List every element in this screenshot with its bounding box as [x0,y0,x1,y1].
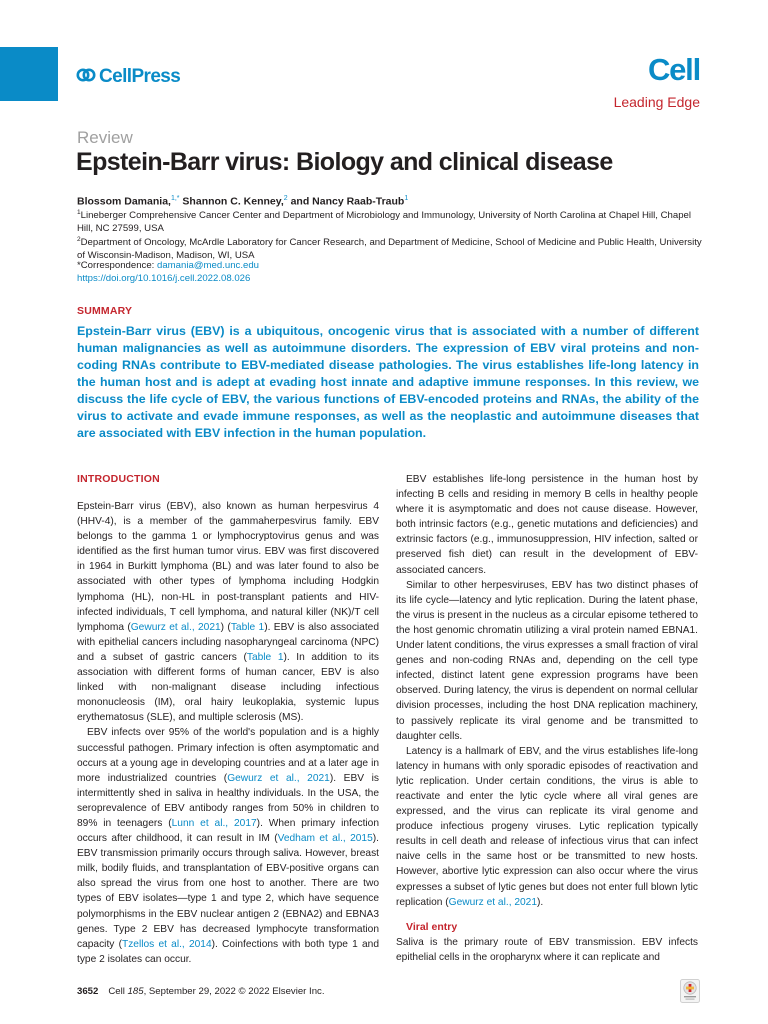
footer-date-copyright: , September 29, 2022 © 2022 Elsevier Inc. [143,986,325,997]
summary-heading: SUMMARY [77,305,133,317]
paragraph: EBV establishes life-long persistence in the human host by infecting B cells and residing in memory B cells in healthy people where it is asymptomatic and does not cause disease. However, both intrinsic factors (e.g., genetic mutations and deficiencies) and extrinsic factors (e.g., immunosuppression, HIV infection, salted or preserved fish diet) can result in the development of EBV-associated cancers. [396,474,698,576]
table-link[interactable]: Table 1 [230,621,265,633]
cellpress-logo-icon [76,65,96,90]
paragraph-text: ). EBV is intermittently shed in saliva in healthy individuals. In the USA, the seroprevalence of EBV antibody ranges from 50% in children to 89% in teenagers ( [77,772,379,829]
author-name[interactable]: Blossom Damania, [77,195,171,208]
paragraph-text: ). EBV is also associated with epithelial cancers including nasopharyngeal carcinoma (NPC) and a subset of gastric cancers ( [77,621,380,663]
paragraph-text: EBV infects over 95% of the world's population and is a highly successful pathogen. Primary infection is often asymptomatic and occurs at a young age in developing countries and at a later age in more industrialized countries ( [77,727,379,784]
summary-text: Epstein-Barr virus (EBV) is a ubiquitous, oncogenic virus that is associated with a number of different human malignancies as well as autoimmune disorders. The expression of EBV viral proteins and non-coding RNAs contribute to EBV-mediated disease pathologies. The virus establishes life-long latency in the human host and is adept at evading host innate and adaptive immune responses. In this review, we discuss the life cycle of EBV, the various functions of EBV-encoded proteins and RNAs, the ability of the virus to activate and evade immune responses, as well as the neoplastic and autoimmune diseases that are associated with EBV infection in the human population. [77,324,699,440]
journal-section: Leading Edge [613,94,700,110]
paragraph [396,744,698,910]
introduction-heading: INTRODUCTION [77,473,160,485]
author-name[interactable]: and Nancy Raab-Traub [287,195,405,208]
paragraph-text: ). In addition to its association with different forms of human cancer, EBV is also linked with non-malignant disease including infectious mononucleosis (IM), oral hairy leukoplakia, systemic lupus erythematosus (SLE), and multiple sclerosis (MS). [77,651,379,724]
page-number: 3652 [77,986,99,997]
paragraph-text: ). [537,896,544,908]
page-footer [77,986,325,998]
paragraph: Similar to other herpesviruses, EBV has two distinct phases of its life cycle—latency and lytic replication. During the latent phase, the virus is present in the nucleus as a circular episome tethered to the host genomic chromatin utilizing a viral protein named EBNA1. Under latent conditions, the virus expresses a small fraction of viral genes and non-coding RNAs and, depending on the cell type infected, distinct latent gene expression programs have been observed. During latency, the virus is dependent on normal cellular division processes, including the host DNA replication machinery, to passively replicate its viral genome and be transmitted to daughter cells. [396,579,698,742]
paragraph-text: ). When primary infection occurs after childhood, it can result in IM ( [77,817,380,845]
paragraph [77,725,379,967]
author-name[interactable]: Shannon C. Kenney, [179,195,284,208]
citation-link[interactable]: Gewurz et al., 2021 [227,772,330,784]
paragraph-text: Latency is a hallmark of EBV, and the virus establishes life-long latency in humans with only sporadic episodes of reactivation and lytic replication. Under certain conditions, the virus is able to reactivate and enter the lytic cycle where all viral genes are expressed, and the virus can replicate its viral genome and produce infectious progeny viruses. Lytic replication typically results in cell death and release of infectious virus that can infect naive cells in the same host or be transmitted to new hosts. However, abortive lytic expression can also occur where the virus expresses a subset of lytic genes but does not enter full blown lytic replication ( [396,745,698,908]
author-sup: 2 [283,195,288,202]
paragraph: Saliva is the primary route of EBV transmission. EBV infects epithelial cells in the oropharynx where it can replicate and [396,936,698,963]
journal-color-tab [0,47,58,101]
affiliation-sup: 1 [77,209,81,216]
affiliation-sup: 2 [77,236,81,243]
correspondence-label: *Correspondence: [77,260,157,271]
paragraph-text: ). Coinfections with both type 1 and type 2 isolates can occur. [77,938,379,965]
article-type: Review [77,128,133,147]
citation-link[interactable]: Tzellos et al., 2014 [121,938,212,950]
citation-link[interactable]: Vedham et al., 2015 [277,833,373,845]
citation-link[interactable]: Gewurz et al., 2021 [448,896,538,908]
footer-volume: 185 [127,986,144,997]
paragraph-text: ) ( [220,621,231,633]
doi-link[interactable]: https://doi.org/10.1016/j.cell.2022.08.026 [77,273,251,284]
journal-name[interactable]: Cell [647,52,700,87]
correspondence [77,259,707,272]
article-title: Epstein-Barr virus: Biology and clinical disease [76,148,613,176]
citation-link[interactable]: Gewurz et al., 2021 [130,621,221,633]
table-link[interactable]: Table 1 [246,651,284,663]
affiliation-text: Department of Oncology, McArdle Laboratory for Cancer Research, and Department of Medicine, School of Medicine and Public Health, University of Wisconsin-Madison, Madison, WI, USA [77,237,702,262]
paragraph-text: ). EBV transmission primarily occurs through saliva. However, breast milk, bodily fluids, and transplantation of EBV-positive organs can also spread the virus from one host to another. There are two types of EBV isolates—type 1 and type 2, which have sequence polymorphisms in the EBV nuclear antigen 2 (EBNA2) and EBNA3 genes. Type 2 EBV has decreased lymphocyte transformation capacity ( [77,833,379,950]
viral-entry-heading: Viral entry [406,920,458,933]
affiliation [77,206,707,235]
paragraph-text: Epstein-Barr virus (EBV), also known as human herpesvirus 4 (HHV-4), is a member of the gammaherpesvirus family. EBV belongs to the gamma 1 or lymphocryptovirus genus and was identified as the first human tumor virus. EBV was first discovered in 1964 in Burkitt lymphoma (BL) and was later found to also be associated with other types of lymphoma including Hodgkin lymphoma (HL), non-HL in post-transplant patients and HIV-infected individuals, T cell lymphoma, and natural killer (NK)/T cell lymphoma ( [77,501,379,633]
cellpress-logo[interactable] [76,64,180,90]
left-column [77,472,379,967]
affiliation [77,233,707,262]
correspondence-email-link[interactable]: damania@med.unc.edu [157,260,260,271]
affiliation-text: Lineberger Comprehensive Cancer Center and Department of Microbiology and Immunology, University of North Carolina at Chapel Hill, Chapel Hill, NC 27599, USA [77,210,692,235]
author-sup: 1 [404,195,409,202]
right-column [396,472,698,965]
paragraph [77,499,379,725]
author-sup: 1,* [170,195,180,202]
publisher-name: CellPress [99,66,181,87]
crossmark-icon[interactable] [680,979,700,1003]
footer-journal: Cell [108,986,128,997]
citation-link[interactable]: Lunn et al., 2017 [171,817,257,829]
